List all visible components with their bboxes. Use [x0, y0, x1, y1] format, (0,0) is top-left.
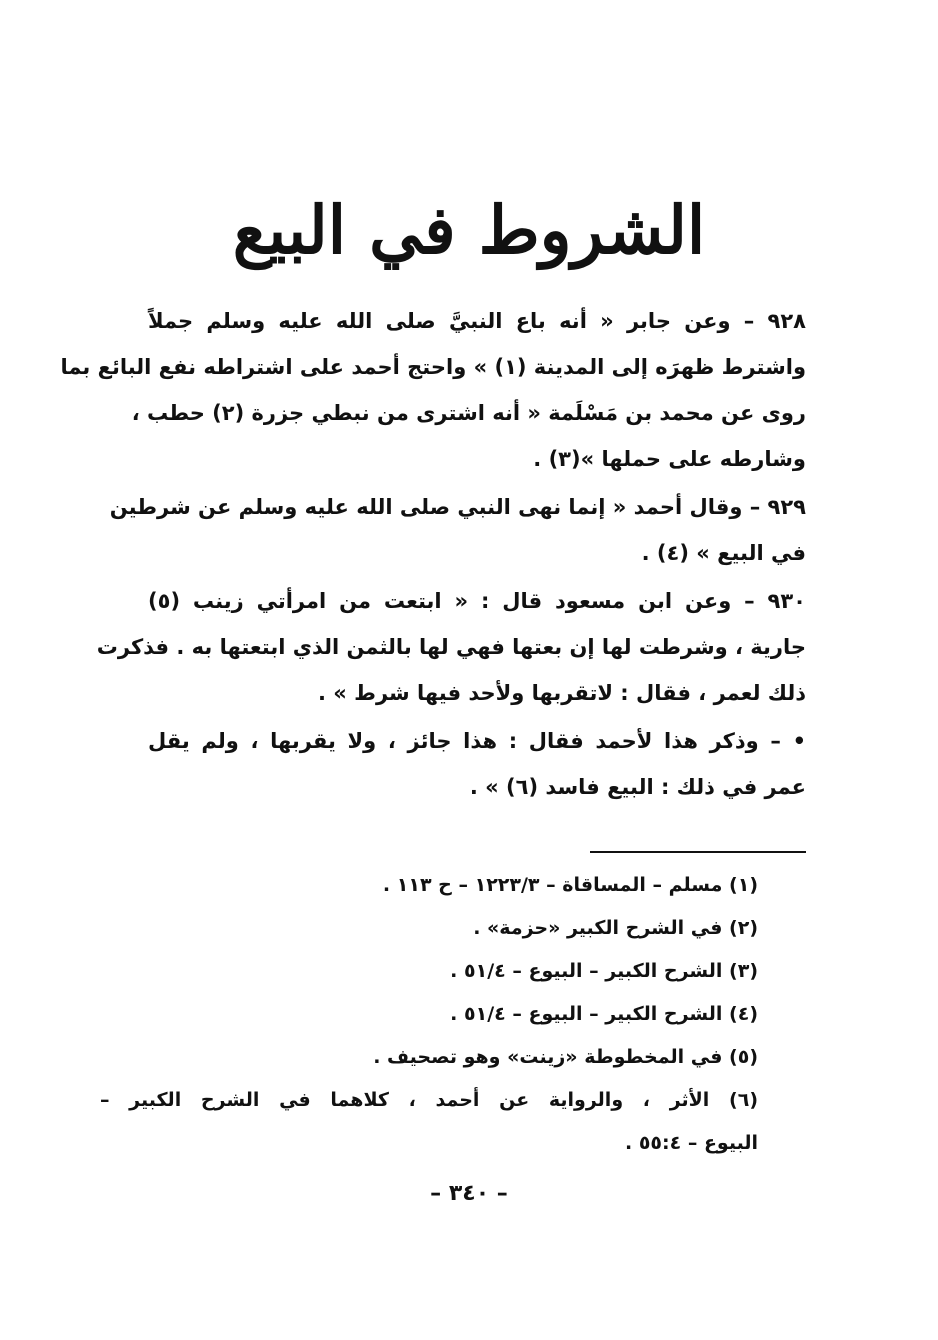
text-line: ٩٢٨ – وعن جابر « أنه باع النبيَّ صلى الله عليه وسلم جملاً — [148, 309, 806, 333]
text-line: ٩٣٠ – وعن ابن مسعود قال : « ابتعت من امرأتي زينب (٥) — [148, 589, 806, 613]
body-text — [60, 298, 806, 810]
text-line: في البيع » (٤) . — [641, 541, 806, 565]
paragraph-note — [148, 718, 806, 810]
text-line: وشارطه على حملها »(٣) . — [533, 447, 806, 471]
footnote-6: (٦) الأثر ، والرواية عن أحمد ، كلاهما في الشرح الكبير – — [100, 1089, 758, 1111]
text-line: روى عن محمد بن مَسْلَمة « أنه اشترى من نبطي جزرة (٢) حطب ، — [131, 401, 806, 425]
text-line: ذلك لعمر ، فقال : لاتقربها ولأحد فيها شرط » . — [318, 681, 806, 705]
footnote-2: (٢) في الشرح الكبير «حزمة» . — [473, 917, 758, 939]
footnote-4: (٤) الشرح الكبير – البيوع – ٥١/٤ . — [450, 1003, 758, 1025]
text-line: ٩٢٩ – وقال أحمد « إنما نهى النبي صلى الله عليه وسلم عن شرطين — [109, 495, 806, 519]
footnote-6-continued: البيوع – ٥٥:٤ . — [624, 1132, 758, 1154]
footnote-separator — [590, 851, 806, 853]
chapter-title: الشروط في البيع — [232, 191, 706, 269]
footnote-1: (١) مسلم – المساقاة – ١٢٢٣/٣ – ح ١١٣ . — [382, 874, 758, 896]
footnote-3: (٣) الشرح الكبير – البيوع – ٥١/٤ . — [450, 960, 758, 982]
text-line: واشترط ظهرَه إلى المدينة (١) » واحتج أحمد على اشتراطه نفع البائع بما — [60, 355, 806, 379]
page-number: – ٣٤٠ – — [430, 1181, 508, 1206]
text-line: جارية ، وشرطت لها إن بعتها فهي لها بالثمن الذي ابتعتها به . فذكرت — [96, 635, 806, 659]
footnotes — [100, 864, 758, 1165]
text-line: عمر في ذلك : البيع فاسد (٦) » . — [469, 775, 806, 799]
paragraph-930 — [96, 578, 806, 716]
footnote-5: (٥) في المخطوطة «زينت» وهو تصحيف . — [373, 1046, 758, 1068]
text-line: • – وذكر هذا لأحمد فقال : هذا جائز ، ولا يقربها ، ولم يقل — [148, 729, 806, 753]
paragraph-929 — [109, 484, 806, 576]
paragraph-928 — [60, 298, 806, 482]
